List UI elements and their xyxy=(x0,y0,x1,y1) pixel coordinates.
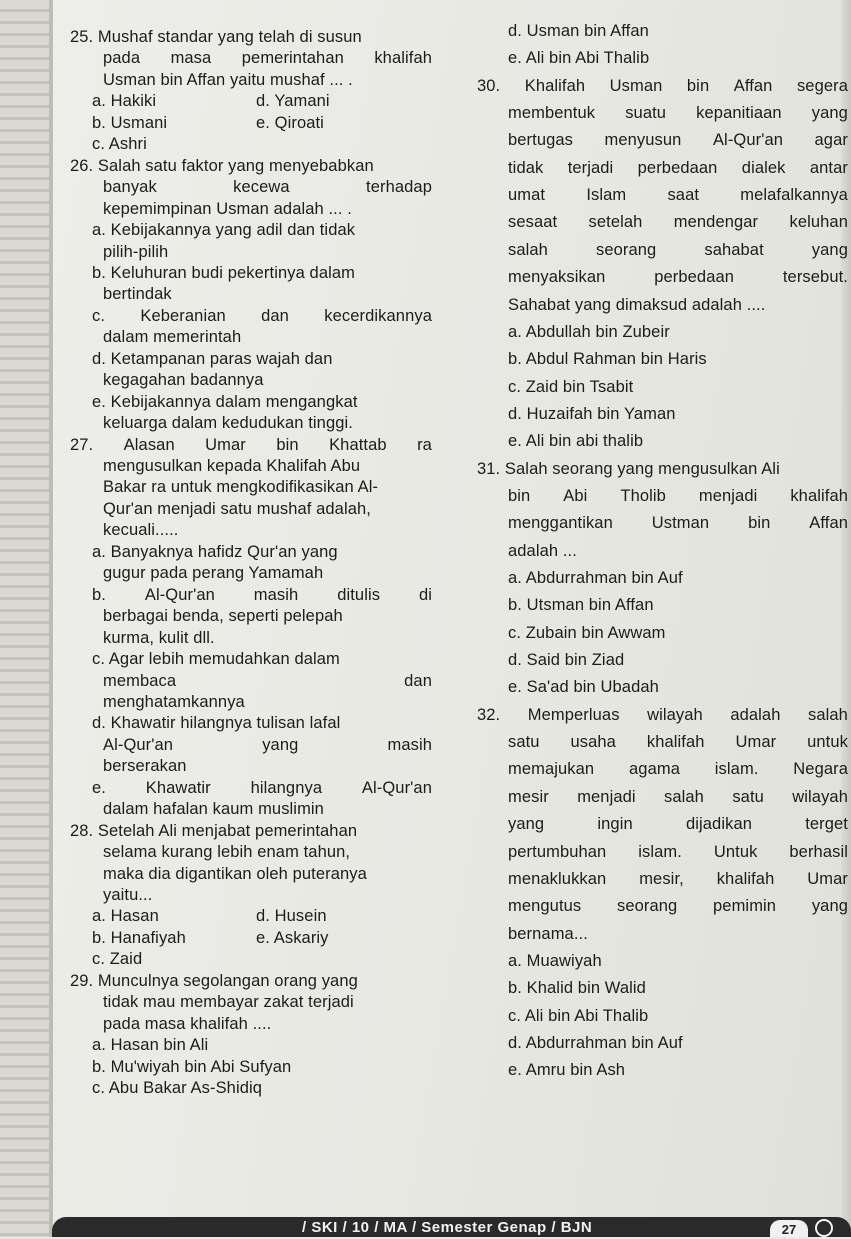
right-line-27-word-2: islam. xyxy=(714,760,759,779)
right-line-30-word-1: islam. xyxy=(638,842,682,861)
left-line-1-word-0: pada xyxy=(103,49,141,68)
right-line-6 xyxy=(508,185,848,205)
left-line-38: selama kurang lebih enam tahun, xyxy=(103,843,351,862)
left-line-16: kegagahan badannya xyxy=(103,371,264,390)
left-line-41-part-0: a. Hasan xyxy=(92,907,159,926)
right-line-32-word-0: mengutus xyxy=(508,897,582,916)
right-line-10: Sahabat yang dimaksud adalah .... xyxy=(508,295,766,314)
right-line-27-word-3: Negara xyxy=(793,760,848,779)
right-line-4-word-1: menyusun xyxy=(604,131,682,150)
right-line-17-word-4: khalifah xyxy=(790,486,848,505)
right-line-25-word-3: adalah xyxy=(730,705,781,724)
right-line-4 xyxy=(508,130,848,150)
right-line-8-word-2: sahabat xyxy=(704,240,764,259)
left-line-43: c. Zaid xyxy=(92,950,143,969)
right-line-32-word-2: pemimin xyxy=(713,897,777,916)
right-line-1: e. Ali bin Abi Thalib xyxy=(508,49,650,68)
right-line-36: c. Ali bin Abi Thalib xyxy=(508,1006,649,1025)
right-line-9-word-1: perbedaan xyxy=(654,268,735,287)
left-line-33-word-1: yang xyxy=(262,735,299,754)
left-line-39: maka dia digantikan oleh puteranya xyxy=(103,864,367,883)
left-line-28: kurma, kulit dll. xyxy=(103,628,215,647)
left-line-19-word-2: Umar xyxy=(205,435,246,454)
right-line-18-word-1: Ustman xyxy=(651,514,710,533)
right-line-30 xyxy=(508,842,848,862)
left-line-4-part-1: e. Qiroati xyxy=(256,113,324,132)
right-line-34: a. Muawiyah xyxy=(508,951,602,970)
right-line-35: b. Khalid bin Walid xyxy=(508,979,646,998)
right-line-33: bernama... xyxy=(508,924,588,943)
left-line-20: mengusulkan kepada Khalifah Abu xyxy=(103,457,361,475)
right-line-7-word-2: mendengar xyxy=(673,213,759,232)
right-line-8-word-1: seorang xyxy=(595,240,657,259)
right-line-27 xyxy=(508,759,848,779)
right-line-31-word-3: Umar xyxy=(807,869,848,888)
left-line-19 xyxy=(70,435,432,455)
right-line-5-word-3: dialek xyxy=(741,158,786,177)
left-line-3-part-1: d. Yamani xyxy=(256,92,330,111)
right-line-8-word-3: yang xyxy=(811,240,848,259)
right-line-29-word-3: terget xyxy=(805,815,848,834)
right-line-28-word-3: satu xyxy=(732,787,764,806)
left-line-26 xyxy=(92,585,432,605)
right-line-25-word-4: salah xyxy=(808,705,848,724)
right-line-6-word-1: Islam xyxy=(586,186,627,205)
left-line-1-word-2: pemerintahan xyxy=(241,49,344,68)
right-line-25-word-1: Memperluas xyxy=(527,705,620,724)
left-line-2: Usman bin Affan yaitu mushaf ... . xyxy=(103,70,353,89)
right-line-5-word-2: perbedaan xyxy=(637,158,718,177)
right-line-27-word-0: memajukan xyxy=(508,760,595,779)
right-line-11: a. Abdullah bin Zubeir xyxy=(508,322,670,341)
left-line-30 xyxy=(103,671,432,691)
binding-strip xyxy=(0,0,52,1237)
left-line-26-word-1: Al-Qur'an xyxy=(144,585,215,604)
left-line-10: pilih-pilih xyxy=(103,242,169,261)
left-line-35-word-0: e. xyxy=(92,778,106,797)
left-line-19-word-3: bin xyxy=(276,435,299,454)
right-line-30-word-2: Untuk xyxy=(713,842,758,861)
left-line-42-part-0: b. Hanafiyah xyxy=(92,928,186,947)
left-line-13 xyxy=(92,306,432,326)
right-line-26-word-4: untuk xyxy=(807,733,848,752)
right-line-20: a. Abdurrahman bin Auf xyxy=(508,569,683,587)
left-line-13-word-2: dan xyxy=(261,306,289,325)
left-line-41-part-1: d. Husein xyxy=(256,907,327,926)
right-line-2-word-1: Khalifah xyxy=(524,76,586,95)
left-line-26-word-4: di xyxy=(418,585,432,604)
right-line-32-word-1: seorang xyxy=(616,897,678,916)
left-line-6: 26. Salah satu faktor yang menyebabkan xyxy=(70,156,374,175)
left-line-25: gugur pada perang Yamamah xyxy=(103,564,324,583)
right-line-4-word-2: Al-Qur'an xyxy=(712,131,784,150)
footer-text: / SKI / 10 / MA / Semester Genap / BJN xyxy=(302,1219,593,1236)
right-line-26-word-3: Umar xyxy=(735,733,777,752)
left-line-7-word-0: banyak xyxy=(103,178,157,197)
right-line-18-word-0: menggantikan xyxy=(508,514,613,533)
left-line-32: d. Khawatir hilangnya tulisan lafal xyxy=(92,714,341,733)
left-line-31: menghatamkannya xyxy=(103,692,245,711)
right-line-17-word-2: Tholib xyxy=(620,486,666,505)
left-line-1-word-3: khalifah xyxy=(374,49,432,68)
right-line-5-word-1: terjadi xyxy=(567,158,614,177)
right-line-28 xyxy=(508,787,848,807)
right-line-9 xyxy=(508,267,848,287)
left-line-23: kecuali..... xyxy=(103,521,179,540)
right-line-2-word-3: bin xyxy=(686,76,710,95)
right-line-4-word-0: bertugas xyxy=(508,131,574,150)
left-line-35 xyxy=(92,778,432,798)
left-line-0: 25. Mushaf standar yang telah di susun xyxy=(70,28,362,46)
circle-icon xyxy=(815,1219,833,1237)
left-line-46: pada masa khalifah .... xyxy=(103,1014,272,1033)
right-line-27-word-1: agama xyxy=(629,760,680,779)
right-line-26 xyxy=(508,732,848,752)
right-line-5 xyxy=(508,158,848,178)
right-line-38: e. Amru bin Ash xyxy=(508,1061,626,1080)
right-line-18-word-2: bin xyxy=(748,514,771,533)
left-line-7 xyxy=(103,177,432,197)
left-line-9: a. Kebijakannya yang adil dan tidak xyxy=(92,221,356,240)
left-line-47: a. Hasan bin Ali xyxy=(92,1036,209,1055)
right-line-19: adalah ... xyxy=(508,541,577,560)
left-line-34: berserakan xyxy=(103,757,187,776)
left-line-45: tidak mau membayar zakat terjadi xyxy=(103,993,354,1012)
left-line-7-word-1: kecewa xyxy=(233,178,290,197)
right-line-5-word-4: antar xyxy=(809,158,848,177)
left-line-30-word-0: membaca xyxy=(103,671,177,690)
right-line-30-word-0: pertumbuhan xyxy=(508,842,607,861)
left-line-40: yaitu... xyxy=(103,886,153,904)
right-line-3-word-3: yang xyxy=(811,104,848,123)
left-line-1 xyxy=(103,48,432,68)
right-line-5-word-0: tidak xyxy=(508,158,544,177)
right-line-28-word-2: salah xyxy=(664,787,704,806)
right-line-2-word-0: 30. xyxy=(477,76,501,95)
left-line-7-word-2: terhadap xyxy=(366,178,432,197)
right-line-9-word-2: tersebut. xyxy=(782,268,848,287)
left-line-19-word-4: Khattab xyxy=(329,435,387,454)
right-line-17-word-3: menjadi xyxy=(698,486,758,505)
right-line-28-word-0: mesir xyxy=(508,787,549,806)
left-line-1-word-1: masa xyxy=(170,49,212,68)
right-line-12: b. Abdul Rahman bin Haris xyxy=(508,350,707,369)
left-line-14: dalam memerintah xyxy=(103,328,242,347)
left-line-33-word-2: masih xyxy=(387,735,432,754)
right-line-16: 31. Salah seorang yang mengusulkan Ali xyxy=(477,459,780,478)
right-line-29-word-2: dijadikan xyxy=(685,815,752,834)
left-line-13-word-3: kecerdikannya xyxy=(324,306,432,325)
left-line-35-word-2: hilangnya xyxy=(250,778,323,797)
right-line-17-word-1: Abi xyxy=(563,486,588,505)
left-line-26-word-2: masih xyxy=(253,585,299,604)
left-line-44: 29. Munculnya segolangan orang yang xyxy=(70,971,358,990)
right-line-26-word-2: khalifah xyxy=(646,733,705,752)
right-line-3-word-0: membentuk xyxy=(508,104,596,123)
right-line-29 xyxy=(508,814,848,834)
right-line-7-word-0: sesaat xyxy=(508,213,558,232)
right-line-21: b. Utsman bin Affan xyxy=(508,596,654,615)
right-line-6-word-2: saat xyxy=(667,186,700,205)
right-line-31-word-1: mesir, xyxy=(639,869,684,888)
right-line-17-word-0: bin xyxy=(508,486,531,505)
left-line-3-part-0: a. Hakiki xyxy=(92,92,157,111)
right-line-18 xyxy=(508,513,848,533)
right-line-31-word-2: khalifah xyxy=(716,869,775,888)
left-line-17: e. Kebijakannya dalam mengangkat xyxy=(92,392,358,411)
right-line-25-word-0: 32. xyxy=(477,705,501,724)
right-line-7-word-1: setelah xyxy=(588,213,643,232)
left-line-8: kepemimpinan Usman adalah ... . xyxy=(103,199,352,218)
right-line-2-word-4: Affan xyxy=(733,76,773,95)
left-line-26-word-0: b. xyxy=(92,585,106,604)
right-line-3 xyxy=(508,103,848,123)
left-line-11: b. Keluhuran budi pekertinya dalam xyxy=(92,263,355,282)
right-line-8-word-0: salah xyxy=(508,240,548,259)
left-line-42-part-1: e. Askariy xyxy=(256,928,329,947)
page-number: 27 xyxy=(770,1220,808,1237)
left-line-27: berbagai benda, seperti pelepah xyxy=(103,607,343,626)
right-line-32-word-3: yang xyxy=(811,897,848,916)
footer-bar xyxy=(52,1217,851,1237)
right-line-7-word-3: keluhan xyxy=(789,213,848,232)
right-line-14: d. Huzaifah bin Yaman xyxy=(508,404,676,423)
left-line-30-word-1: dan xyxy=(404,671,432,690)
left-line-37: 28. Setelah Ali menjabat pemerintahan xyxy=(70,821,358,840)
right-line-2-word-2: Usman xyxy=(609,76,663,95)
right-line-18-word-3: Affan xyxy=(809,514,848,533)
right-line-3-word-1: suatu xyxy=(625,104,667,123)
left-line-49: c. Abu Bakar As-Shidiq xyxy=(92,1079,263,1098)
left-line-18: keluarga dalam kedudukan tinggi. xyxy=(103,414,353,433)
left-line-4-part-0: b. Usmani xyxy=(92,113,168,132)
left-line-19-word-0: 27. xyxy=(70,435,94,454)
right-line-2-word-5: segera xyxy=(796,76,848,95)
left-line-35-word-3: Al-Qur'an xyxy=(361,778,432,797)
right-line-7 xyxy=(508,212,848,232)
left-line-48: b. Mu'wiyah bin Abi Sufyan xyxy=(92,1057,292,1076)
right-line-31-word-0: menaklukkan xyxy=(508,869,607,888)
right-line-37: d. Abdurrahman bin Auf xyxy=(508,1033,683,1052)
left-line-19-word-5: ra xyxy=(417,435,432,454)
left-line-26-word-3: ditulis xyxy=(337,585,381,604)
left-line-13-word-0: c. xyxy=(92,306,106,325)
left-line-19-word-1: Alasan xyxy=(123,435,175,454)
right-line-2 xyxy=(477,76,848,96)
right-line-13: c. Zaid bin Tsabit xyxy=(508,377,634,396)
left-line-15: d. Ketampanan paras wajah dan xyxy=(92,349,333,368)
binding-edge xyxy=(49,0,53,1237)
right-line-31 xyxy=(508,869,848,889)
left-line-13-word-1: Keberanian xyxy=(140,306,226,325)
right-line-6-word-0: umat xyxy=(508,186,546,205)
right-line-26-word-0: satu xyxy=(508,733,540,752)
left-line-22: Qur'an menjadi satu mushaf adalah, xyxy=(103,499,371,518)
left-line-36: dalam hafalan kaum muslimin xyxy=(103,800,324,819)
right-line-17 xyxy=(508,486,848,506)
right-line-28-word-1: menjadi xyxy=(577,787,636,806)
right-line-15: e. Ali bin abi thalib xyxy=(508,432,644,451)
left-line-35-word-1: Khawatir xyxy=(145,778,211,797)
right-line-25 xyxy=(477,705,848,725)
right-line-24: e. Sa'ad bin Ubadah xyxy=(508,678,659,697)
right-line-25-word-2: wilayah xyxy=(647,705,703,724)
right-line-29-word-0: yang xyxy=(508,815,545,834)
right-line-30-word-3: berhasil xyxy=(789,842,848,861)
right-line-26-word-1: usaha xyxy=(570,733,616,752)
left-line-29: c. Agar lebih memudahkan dalam xyxy=(92,650,340,669)
right-line-29-word-1: ingin xyxy=(597,815,633,834)
right-line-32 xyxy=(508,896,848,916)
right-line-23: d. Said bin Ziad xyxy=(508,651,625,670)
right-line-6-word-3: melafalkannya xyxy=(740,186,848,205)
left-line-21: Bakar ra untuk mengkodifikasikan Al- xyxy=(103,478,379,497)
right-line-22: c. Zubain bin Awwam xyxy=(508,623,666,642)
right-line-4-word-3: agar xyxy=(814,131,848,150)
left-line-5: c. Ashri xyxy=(92,135,147,154)
right-line-8 xyxy=(508,240,848,260)
right-line-9-word-0: menyaksikan xyxy=(508,268,606,287)
right-line-0: d. Usman bin Affan xyxy=(508,22,649,40)
left-line-12: bertindak xyxy=(103,285,172,304)
right-line-28-word-4: wilayah xyxy=(792,787,848,806)
left-line-24: a. Banyaknya hafidz Qur'an yang xyxy=(92,542,338,561)
left-line-33-word-0: Al-Qur'an xyxy=(103,735,174,754)
right-line-3-word-2: kepanitiaan xyxy=(696,104,782,123)
left-line-33 xyxy=(103,735,432,755)
